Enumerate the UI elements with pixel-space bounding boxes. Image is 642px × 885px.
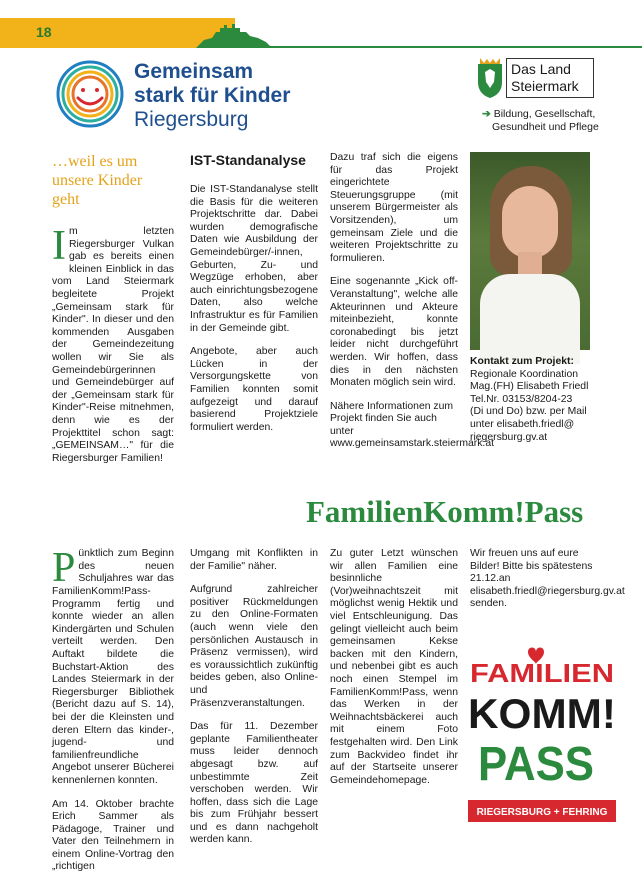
badge-ribbon: RIEGERSBURG + FEHRING [476,807,608,818]
article-column-1 [52,223,174,476]
contact-person-photo [470,152,590,350]
pull-quote: …weil es um unsere Kinder geht [52,153,143,208]
contact-line-3: Tel.Nr. 03153/8204-23 [470,393,573,405]
castle-hill-icon [196,22,272,48]
col3-paragraph-1: Dazu traf sich die eigens für das Projekt eingerichtete Steuerungsgruppe (mit unserem Bürgermeister als Vorsitzenden), um gemeinsam Ziele und die weiteren Projektschritte zu formulieren. [330,152,458,264]
section-title-familienkommpass: FamilienKomm!Pass [306,494,584,529]
contact-box [470,356,610,444]
contact-line-5: unter elisabeth.friedl@ [470,418,575,430]
project-logo-text [134,60,290,132]
col1-paragraph: m letzten Riegersburger Vulkan gab es bereits einen kleinen Einblick in das vom Land Steiermark begleitete Projekt „Gemeinsam stark für Kinder". In dieser und den kommenden Ausgaben der Gemeindezeitung wollen wir Sie als Gemeindebürgerinnen und Gemeindebürger auf der „Gemeinsam stark für Kinder"-Reise mitnehmen, denn wie es der Projekttitel schon sagt: „GEMEINSAM…" für die Riegersburger Familien! [52,226,174,464]
rainbow-smile-logo-icon [56,60,124,128]
land-sub-1: Bildung, Gesellschaft, [493,108,596,120]
contact-line-6: riegersburg.gv.at [470,431,548,443]
drop-cap: I [52,223,66,269]
arrow-right-icon: ➔ [482,108,494,120]
article-column-3 [330,152,494,462]
contact-line-2: Mag.(FH) Elisabeth Friedl [470,381,589,393]
b2-paragraph-2: Aufgrund zahlreicher positiver Rückmeldungen zu den Online-Formaten (auch wenn viele den persönlichen Austausch in Präsenz vermissen), wird es voraussichtlich zukünftig beides geben, also Online- und Präsenzveranstaltungen. [190,584,318,709]
bottom-column-3 [330,548,458,798]
land-sub-2: Gesundheit und Pflege [492,121,599,133]
page-header-bar [0,0,642,48]
page-number: 18 [36,24,52,40]
b2-paragraph-3: Das für 11. Dezember geplante Familientheater muss leider dennoch abgesagt bzw. auf unbestimmte Zeit verschoben werden. Wir hoffen, dass sich die Lage bis zum Frühjahr bessert und es dann nachgeholt werden kann. [190,721,318,846]
badge-line-2: KOMM! [468,690,616,737]
land-name-box [506,58,594,98]
b1-paragraph-2: Am 14. Oktober brachte Erich Sammer als Pädagoge, Trainer und Vater den Teilnehmern in einem Online-Vortrag den „richtigen [52,798,174,873]
col3-paragraph-2: Eine sogenannte „Kick off-Veranstaltung", welche alle Akteurinnen und Akteure miteinbezieht, konnte coronabedingt bis jetzt leider nicht durchgeführt werden. Wir hoffen, dass dies in den nächsten Monaten möglich sein wird. [330,276,458,389]
contact-heading: Kontakt zum Projekt: [470,356,574,367]
land-department [482,108,622,134]
steiermark-crest-icon [476,58,504,98]
familienkommpass-badge [466,640,618,830]
header-green-rule [235,46,642,48]
section-heading-ist: IST-Standanalyse [190,152,306,168]
badge-line-3: PASS [478,738,594,791]
land-line-1: Das Land [511,61,571,77]
contact-line-1: Regionale Koordination [470,368,579,380]
drop-cap-p: P [52,545,76,591]
contact-line-4: (Di und Do) bzw. per Mail [470,406,587,418]
logo-line-1: Gemeinsam [134,60,254,83]
bottom-column-2 [190,548,318,858]
badge-line-1: FAMILIEN [470,658,614,688]
article-column-2 [190,184,318,445]
bottom-column-1 [52,545,174,885]
b2-paragraph-1: Umgang mit Konflikten in der Familie" näher. [190,548,318,572]
b4-paragraph-1: Wir freuen uns auf eure Bilder! Bitte bis spätestens 21.12.an elisabeth.friedl@riegersburg.gv.at senden. [470,548,625,610]
col3-paragraph-3: Nähere Informationen zum Projekt finden Sie auch unter www.gemeinsamstark.steiermark.at [330,400,494,450]
logo-line-2: stark für Kinder [134,84,291,107]
col2-paragraph-2: Angebote, aber auch Lücken in der Versorgungskette von Familien konnten somit aufgezeigt und darauf basierend Projektziele formuliert werden. [190,346,318,433]
b3-paragraph-1: Zu guter Letzt wünschen wir allen Familien eine besinnliche (Vor)weihnachtszeit mit möglichst wenig Hektik und viel Entschleunigung. Das gelingt vielleicht auch beim gemeinsamen Kekse backen mit den Kindern, und nebenbei gibt es auch noch einen Stempel im FamilienKomm!Pass, wenn das Werken in der Weihnachtsbäckerei auch mit einem Foto festgehalten wird. Den Link zum Backvideo findet ihr auf der Startseite unserer Gemeindehomepage. [330,548,458,786]
logo-line-3: Riegersburg [134,108,249,131]
col2-paragraph-1: Die IST-Standanalyse stellt die Basis für die weiteren Projektschritte dar. Dabei wurden demografische Daten wie Ausbildung der Gemeindebürger/-innen, Geburten, Zu- und Wegzüge erhoben, aber auch einrichtungsbezogene Daten, also welche Infrastruktur es für Familien in der Gemeinde gibt. [190,184,318,334]
bottom-column-4 [470,548,625,622]
b1-paragraph-1: ünktlich zum Beginn des neuen Schuljahres war das FamilienKomm!Pass-Programm fertig und konnte wieder an allen Kindergärten und Schulen verteilt werden. Den Auftakt bildete die Buchstart-Aktion des Landes Steiermark in der Riegersburger Bibliothek (Bericht dazu auf S. 14), bei der die Kleinsten und deren Eltern das kinder-, jugend- und familienfreundliche Angebot unserer Bücherei kennenlernen konnten. [52,548,174,786]
land-line-2: Steiermark [511,78,579,94]
